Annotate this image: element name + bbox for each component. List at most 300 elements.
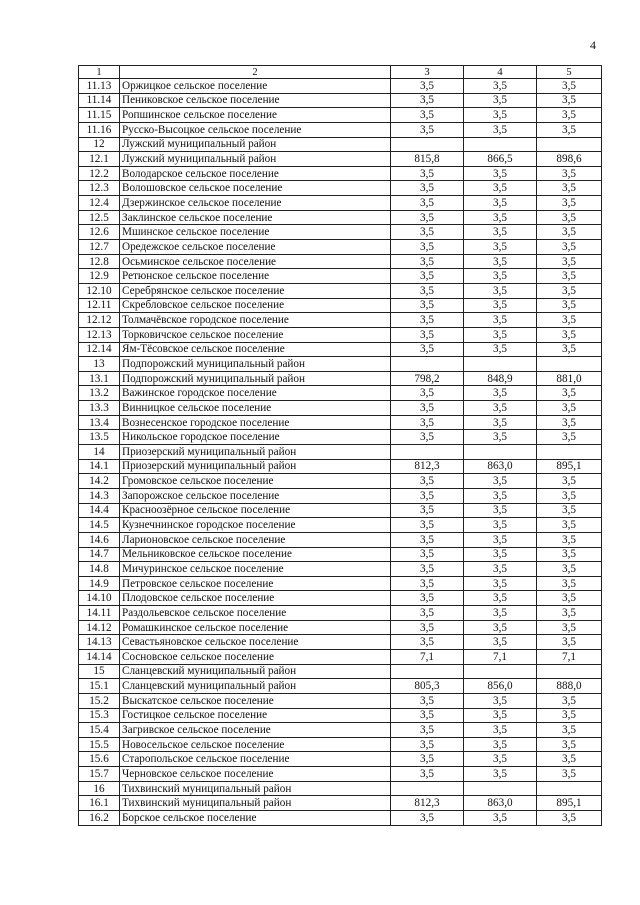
row-number: 16.1 bbox=[79, 796, 120, 811]
row-value-5: 3,5 bbox=[537, 562, 602, 577]
table-row bbox=[79, 503, 602, 518]
row-value-3: 3,5 bbox=[391, 811, 464, 826]
row-value-4: 3,5 bbox=[464, 606, 537, 621]
table-row bbox=[79, 767, 602, 782]
row-value-5 bbox=[537, 137, 602, 152]
row-value-5 bbox=[537, 664, 602, 679]
table-row bbox=[79, 518, 602, 533]
row-number: 14.8 bbox=[79, 562, 120, 577]
row-value-4 bbox=[464, 781, 537, 796]
table-row bbox=[79, 166, 602, 181]
row-number: 14.5 bbox=[79, 518, 120, 533]
row-value-3: 3,5 bbox=[391, 737, 464, 752]
row-name: Приозерский муниципальный район bbox=[120, 445, 391, 460]
table-row bbox=[79, 327, 602, 342]
row-name: Скребловское сельское поселение bbox=[120, 298, 391, 313]
table-row bbox=[79, 401, 602, 416]
row-name: Мшинское сельское поселение bbox=[120, 225, 391, 240]
row-value-5: 3,5 bbox=[537, 240, 602, 255]
row-value-4: 3,5 bbox=[464, 562, 537, 577]
row-number: 12.2 bbox=[79, 166, 120, 181]
row-value-4 bbox=[464, 137, 537, 152]
row-value-5: 3,5 bbox=[537, 415, 602, 430]
row-value-5: 3,5 bbox=[537, 108, 602, 123]
row-value-5: 3,5 bbox=[537, 122, 602, 137]
row-name: Плодовское сельское поселение bbox=[120, 591, 391, 606]
row-name: Ларионовское сельское поселение bbox=[120, 532, 391, 547]
table-row bbox=[79, 781, 602, 796]
row-value-3: 3,5 bbox=[391, 298, 464, 313]
header-col-5: 5 bbox=[537, 66, 602, 79]
row-value-5: 3,5 bbox=[537, 723, 602, 738]
row-value-5: 3,5 bbox=[537, 342, 602, 357]
row-number: 14.1 bbox=[79, 459, 120, 474]
row-value-3: 3,5 bbox=[391, 767, 464, 782]
row-value-4: 3,5 bbox=[464, 298, 537, 313]
row-value-4 bbox=[464, 664, 537, 679]
row-name: Заклинское сельское поселение bbox=[120, 210, 391, 225]
table-row bbox=[79, 79, 602, 94]
row-name: Русско-Высоцкое сельское поселение bbox=[120, 122, 391, 137]
row-value-3: 3,5 bbox=[391, 532, 464, 547]
row-number: 12.13 bbox=[79, 327, 120, 342]
header-col-1: 1 bbox=[79, 66, 120, 79]
row-value-3 bbox=[391, 664, 464, 679]
row-value-4: 3,5 bbox=[464, 269, 537, 284]
row-value-3: 3,5 bbox=[391, 401, 464, 416]
row-number: 14.10 bbox=[79, 591, 120, 606]
row-name: Выскатское сельское поселение bbox=[120, 693, 391, 708]
row-number: 14.2 bbox=[79, 474, 120, 489]
row-value-3: 3,5 bbox=[391, 210, 464, 225]
table-row bbox=[79, 298, 602, 313]
table-row bbox=[79, 796, 602, 811]
row-name: Волошовское сельское поселение bbox=[120, 181, 391, 196]
table-row bbox=[79, 269, 602, 284]
row-number: 13.4 bbox=[79, 415, 120, 430]
row-number: 13.1 bbox=[79, 371, 120, 386]
row-value-3: 3,5 bbox=[391, 225, 464, 240]
row-number: 13.3 bbox=[79, 401, 120, 416]
row-name: Оржицкое сельское поселение bbox=[120, 79, 391, 94]
table-row bbox=[79, 488, 602, 503]
table-row bbox=[79, 708, 602, 723]
row-number: 14.12 bbox=[79, 620, 120, 635]
row-value-5: 3,5 bbox=[537, 181, 602, 196]
table-row bbox=[79, 562, 602, 577]
row-number: 15.1 bbox=[79, 679, 120, 694]
row-number: 14.9 bbox=[79, 576, 120, 591]
row-name: Севастьяновское сельское поселение bbox=[120, 635, 391, 650]
row-value-5: 3,5 bbox=[537, 196, 602, 211]
row-value-3: 3,5 bbox=[391, 313, 464, 328]
row-number: 14 bbox=[79, 445, 120, 460]
row-name: Красноозёрное сельское поселение bbox=[120, 503, 391, 518]
row-value-5: 3,5 bbox=[537, 532, 602, 547]
row-name: Мичуринское сельское поселение bbox=[120, 562, 391, 577]
row-name: Вознесенское городское поселение bbox=[120, 415, 391, 430]
row-number: 11.13 bbox=[79, 79, 120, 94]
row-value-5: 3,5 bbox=[537, 693, 602, 708]
row-value-5: 3,5 bbox=[537, 591, 602, 606]
row-name: Осьминское сельское поселение bbox=[120, 254, 391, 269]
row-number: 12.9 bbox=[79, 269, 120, 284]
row-value-4: 3,5 bbox=[464, 210, 537, 225]
row-value-4: 3,5 bbox=[464, 79, 537, 94]
row-value-3: 3,5 bbox=[391, 386, 464, 401]
row-value-4: 3,5 bbox=[464, 693, 537, 708]
table-row bbox=[79, 576, 602, 591]
row-number: 11.14 bbox=[79, 93, 120, 108]
row-name: Подпорожский муниципальный район bbox=[120, 371, 391, 386]
row-value-4: 3,5 bbox=[464, 767, 537, 782]
row-name: Винницкое сельское поселение bbox=[120, 401, 391, 416]
row-name: Ям-Тёсовское сельское поселение bbox=[120, 342, 391, 357]
row-value-5: 3,5 bbox=[537, 606, 602, 621]
row-number: 12.7 bbox=[79, 240, 120, 255]
row-name: Лужский муниципальный район bbox=[120, 137, 391, 152]
row-value-3: 812,3 bbox=[391, 796, 464, 811]
table-row bbox=[79, 547, 602, 562]
row-name: Черновское сельское поселение bbox=[120, 767, 391, 782]
row-value-4: 3,5 bbox=[464, 93, 537, 108]
row-value-4: 863,0 bbox=[464, 459, 537, 474]
row-name: Тихвинский муниципальный район bbox=[120, 796, 391, 811]
table-row bbox=[79, 635, 602, 650]
row-number: 14.3 bbox=[79, 488, 120, 503]
row-number: 12.10 bbox=[79, 283, 120, 298]
row-number: 11.15 bbox=[79, 108, 120, 123]
table-row bbox=[79, 474, 602, 489]
row-value-5: 3,5 bbox=[537, 327, 602, 342]
row-value-3: 812,3 bbox=[391, 459, 464, 474]
table-row bbox=[79, 313, 602, 328]
row-value-3: 3,5 bbox=[391, 93, 464, 108]
table-row bbox=[79, 137, 602, 152]
row-value-3: 815,8 bbox=[391, 152, 464, 167]
row-number: 15 bbox=[79, 664, 120, 679]
row-value-3: 7,1 bbox=[391, 649, 464, 664]
row-value-5 bbox=[537, 357, 602, 372]
row-value-3: 3,5 bbox=[391, 122, 464, 137]
row-number: 14.6 bbox=[79, 532, 120, 547]
row-name: Сосновское сельское поселение bbox=[120, 649, 391, 664]
row-value-3 bbox=[391, 137, 464, 152]
row-number: 12 bbox=[79, 137, 120, 152]
row-value-4: 848,9 bbox=[464, 371, 537, 386]
row-value-3: 3,5 bbox=[391, 269, 464, 284]
table-row bbox=[79, 459, 602, 474]
row-value-4: 3,5 bbox=[464, 752, 537, 767]
row-name: Новосельское сельское поселение bbox=[120, 737, 391, 752]
row-name: Ропшинское сельское поселение bbox=[120, 108, 391, 123]
row-value-5: 3,5 bbox=[537, 386, 602, 401]
row-number: 12.8 bbox=[79, 254, 120, 269]
row-value-4: 3,5 bbox=[464, 591, 537, 606]
row-number: 11.16 bbox=[79, 122, 120, 137]
row-number: 12.6 bbox=[79, 225, 120, 240]
row-value-5: 3,5 bbox=[537, 576, 602, 591]
row-name: Подпорожский муниципальный район bbox=[120, 357, 391, 372]
row-value-5: 3,5 bbox=[537, 225, 602, 240]
row-name: Приозерский муниципальный район bbox=[120, 459, 391, 474]
row-value-3: 3,5 bbox=[391, 430, 464, 445]
row-value-4 bbox=[464, 357, 537, 372]
row-value-4: 3,5 bbox=[464, 166, 537, 181]
row-value-4: 3,5 bbox=[464, 386, 537, 401]
row-number: 14.4 bbox=[79, 503, 120, 518]
row-name: Запорожское сельское поселение bbox=[120, 488, 391, 503]
row-value-4: 3,5 bbox=[464, 518, 537, 533]
row-value-3: 3,5 bbox=[391, 562, 464, 577]
row-value-4: 3,5 bbox=[464, 811, 537, 826]
row-value-4: 3,5 bbox=[464, 283, 537, 298]
row-value-4: 7,1 bbox=[464, 649, 537, 664]
row-value-5: 3,5 bbox=[537, 503, 602, 518]
row-value-4: 3,5 bbox=[464, 737, 537, 752]
row-name: Толмачёвское городское поселение bbox=[120, 313, 391, 328]
row-value-4: 3,5 bbox=[464, 327, 537, 342]
row-value-3: 3,5 bbox=[391, 591, 464, 606]
row-number: 15.6 bbox=[79, 752, 120, 767]
header-col-4: 4 bbox=[464, 66, 537, 79]
row-value-4: 3,5 bbox=[464, 225, 537, 240]
row-value-4: 3,5 bbox=[464, 635, 537, 650]
row-value-4: 3,5 bbox=[464, 708, 537, 723]
row-value-5: 7,1 bbox=[537, 649, 602, 664]
row-name: Ретюнское сельское поселение bbox=[120, 269, 391, 284]
row-value-4: 3,5 bbox=[464, 532, 537, 547]
row-value-4 bbox=[464, 445, 537, 460]
row-name: Важинское городское поселение bbox=[120, 386, 391, 401]
table-row bbox=[79, 445, 602, 460]
row-value-5: 895,1 bbox=[537, 796, 602, 811]
row-name: Торковичское сельское поселение bbox=[120, 327, 391, 342]
row-value-5: 3,5 bbox=[537, 737, 602, 752]
row-number: 12.12 bbox=[79, 313, 120, 328]
row-value-4: 3,5 bbox=[464, 576, 537, 591]
row-value-3: 3,5 bbox=[391, 606, 464, 621]
row-name: Борское сельское поселение bbox=[120, 811, 391, 826]
table-row bbox=[79, 591, 602, 606]
row-value-5: 3,5 bbox=[537, 79, 602, 94]
row-value-4: 3,5 bbox=[464, 181, 537, 196]
table-row bbox=[79, 737, 602, 752]
row-name: Серебрянское сельское поселение bbox=[120, 283, 391, 298]
row-number: 14.11 bbox=[79, 606, 120, 621]
row-name: Громовское сельское поселение bbox=[120, 474, 391, 489]
row-value-3: 3,5 bbox=[391, 283, 464, 298]
table-row bbox=[79, 225, 602, 240]
row-value-4: 3,5 bbox=[464, 620, 537, 635]
row-value-4: 3,5 bbox=[464, 401, 537, 416]
table-row bbox=[79, 181, 602, 196]
row-value-5: 895,1 bbox=[537, 459, 602, 474]
table-row bbox=[79, 283, 602, 298]
table-row bbox=[79, 693, 602, 708]
row-value-3: 3,5 bbox=[391, 488, 464, 503]
table-row bbox=[79, 723, 602, 738]
row-number: 15.4 bbox=[79, 723, 120, 738]
row-value-3 bbox=[391, 357, 464, 372]
table-row bbox=[79, 811, 602, 826]
row-value-5: 3,5 bbox=[537, 283, 602, 298]
row-value-3: 3,5 bbox=[391, 166, 464, 181]
row-value-5 bbox=[537, 445, 602, 460]
row-number: 13.2 bbox=[79, 386, 120, 401]
table-row bbox=[79, 108, 602, 123]
row-value-5: 3,5 bbox=[537, 210, 602, 225]
row-value-4: 3,5 bbox=[464, 196, 537, 211]
table-row bbox=[79, 357, 602, 372]
row-value-3: 3,5 bbox=[391, 108, 464, 123]
row-value-4: 3,5 bbox=[464, 342, 537, 357]
row-value-3: 3,5 bbox=[391, 79, 464, 94]
row-value-4: 3,5 bbox=[464, 415, 537, 430]
table-row bbox=[79, 606, 602, 621]
row-value-3: 3,5 bbox=[391, 620, 464, 635]
row-value-3: 3,5 bbox=[391, 635, 464, 650]
row-name: Мельниковское сельское поселение bbox=[120, 547, 391, 562]
row-name: Раздольевское сельское поселение bbox=[120, 606, 391, 621]
row-name: Ромашкинское сельское поселение bbox=[120, 620, 391, 635]
row-value-5: 3,5 bbox=[537, 93, 602, 108]
row-name: Старопольское сельское поселение bbox=[120, 752, 391, 767]
row-value-4: 3,5 bbox=[464, 503, 537, 518]
row-value-5: 3,5 bbox=[537, 166, 602, 181]
row-number: 15.2 bbox=[79, 693, 120, 708]
row-name: Сланцевский муниципальный район bbox=[120, 679, 391, 694]
row-number: 14.7 bbox=[79, 547, 120, 562]
row-value-3: 3,5 bbox=[391, 518, 464, 533]
table-row bbox=[79, 620, 602, 635]
row-value-5: 3,5 bbox=[537, 767, 602, 782]
table-row bbox=[79, 532, 602, 547]
table-row bbox=[79, 210, 602, 225]
table-header-row bbox=[79, 66, 602, 79]
row-value-3 bbox=[391, 445, 464, 460]
row-value-3: 3,5 bbox=[391, 576, 464, 591]
row-value-4: 863,0 bbox=[464, 796, 537, 811]
page-number: 4 bbox=[590, 38, 596, 52]
row-value-5: 3,5 bbox=[537, 620, 602, 635]
row-value-3: 3,5 bbox=[391, 474, 464, 489]
row-number: 12.3 bbox=[79, 181, 120, 196]
data-table bbox=[78, 65, 602, 826]
row-value-5: 898,6 bbox=[537, 152, 602, 167]
row-value-3: 3,5 bbox=[391, 752, 464, 767]
row-value-4: 3,5 bbox=[464, 488, 537, 503]
row-name: Володарское сельское поселение bbox=[120, 166, 391, 181]
row-value-3: 3,5 bbox=[391, 415, 464, 430]
row-name: Сланцевский муниципальный район bbox=[120, 664, 391, 679]
row-value-5: 3,5 bbox=[537, 488, 602, 503]
table-row bbox=[79, 430, 602, 445]
row-name: Никольское городское поселение bbox=[120, 430, 391, 445]
row-value-5: 3,5 bbox=[537, 254, 602, 269]
row-name: Петровское сельское поселение bbox=[120, 576, 391, 591]
table-row bbox=[79, 254, 602, 269]
row-value-5: 881,0 bbox=[537, 371, 602, 386]
row-value-4: 3,5 bbox=[464, 240, 537, 255]
row-value-3: 798,2 bbox=[391, 371, 464, 386]
row-name: Лужский муниципальный район bbox=[120, 152, 391, 167]
table-row bbox=[79, 371, 602, 386]
row-name: Загривское сельское поселение bbox=[120, 723, 391, 738]
row-value-5: 3,5 bbox=[537, 474, 602, 489]
row-value-4: 3,5 bbox=[464, 547, 537, 562]
table-row bbox=[79, 196, 602, 211]
row-number: 13.5 bbox=[79, 430, 120, 445]
row-value-5: 3,5 bbox=[537, 547, 602, 562]
row-value-5: 3,5 bbox=[537, 269, 602, 284]
table-row bbox=[79, 415, 602, 430]
table-row bbox=[79, 152, 602, 167]
row-value-3: 3,5 bbox=[391, 693, 464, 708]
row-value-5 bbox=[537, 781, 602, 796]
row-value-5: 3,5 bbox=[537, 811, 602, 826]
row-number: 12.14 bbox=[79, 342, 120, 357]
row-number: 12.1 bbox=[79, 152, 120, 167]
row-value-3: 3,5 bbox=[391, 240, 464, 255]
row-value-3: 3,5 bbox=[391, 547, 464, 562]
row-value-4: 3,5 bbox=[464, 474, 537, 489]
table-row bbox=[79, 122, 602, 137]
row-number: 14.13 bbox=[79, 635, 120, 650]
row-value-3: 805,3 bbox=[391, 679, 464, 694]
row-number: 15.3 bbox=[79, 708, 120, 723]
row-value-3: 3,5 bbox=[391, 723, 464, 738]
table-row bbox=[79, 342, 602, 357]
row-value-4: 3,5 bbox=[464, 723, 537, 738]
row-value-5: 3,5 bbox=[537, 635, 602, 650]
row-value-5: 3,5 bbox=[537, 752, 602, 767]
table-row bbox=[79, 93, 602, 108]
table-row bbox=[79, 752, 602, 767]
row-value-3: 3,5 bbox=[391, 708, 464, 723]
row-name: Тихвинский муниципальный район bbox=[120, 781, 391, 796]
row-value-3: 3,5 bbox=[391, 327, 464, 342]
row-number: 16.2 bbox=[79, 811, 120, 826]
row-value-5: 3,5 bbox=[537, 430, 602, 445]
row-value-5: 3,5 bbox=[537, 518, 602, 533]
row-value-4: 3,5 bbox=[464, 108, 537, 123]
row-number: 12.4 bbox=[79, 196, 120, 211]
row-number: 15.7 bbox=[79, 767, 120, 782]
row-value-4: 856,0 bbox=[464, 679, 537, 694]
header-col-3: 3 bbox=[391, 66, 464, 79]
row-name: Гостицкое сельское поселение bbox=[120, 708, 391, 723]
row-value-3 bbox=[391, 781, 464, 796]
row-value-4: 866,5 bbox=[464, 152, 537, 167]
row-number: 12.5 bbox=[79, 210, 120, 225]
row-name: Дзержинское сельское поселение bbox=[120, 196, 391, 211]
row-value-3: 3,5 bbox=[391, 254, 464, 269]
row-value-4: 3,5 bbox=[464, 254, 537, 269]
table-row bbox=[79, 240, 602, 255]
table-row bbox=[79, 649, 602, 664]
row-number: 14.14 bbox=[79, 649, 120, 664]
row-value-4: 3,5 bbox=[464, 122, 537, 137]
row-value-5: 888,0 bbox=[537, 679, 602, 694]
row-value-3: 3,5 bbox=[391, 342, 464, 357]
row-value-5: 3,5 bbox=[537, 708, 602, 723]
row-name: Оредежское сельское поселение bbox=[120, 240, 391, 255]
table-row bbox=[79, 679, 602, 694]
row-number: 15.5 bbox=[79, 737, 120, 752]
row-value-4: 3,5 bbox=[464, 430, 537, 445]
row-name: Кузнечнинское городское поселение bbox=[120, 518, 391, 533]
